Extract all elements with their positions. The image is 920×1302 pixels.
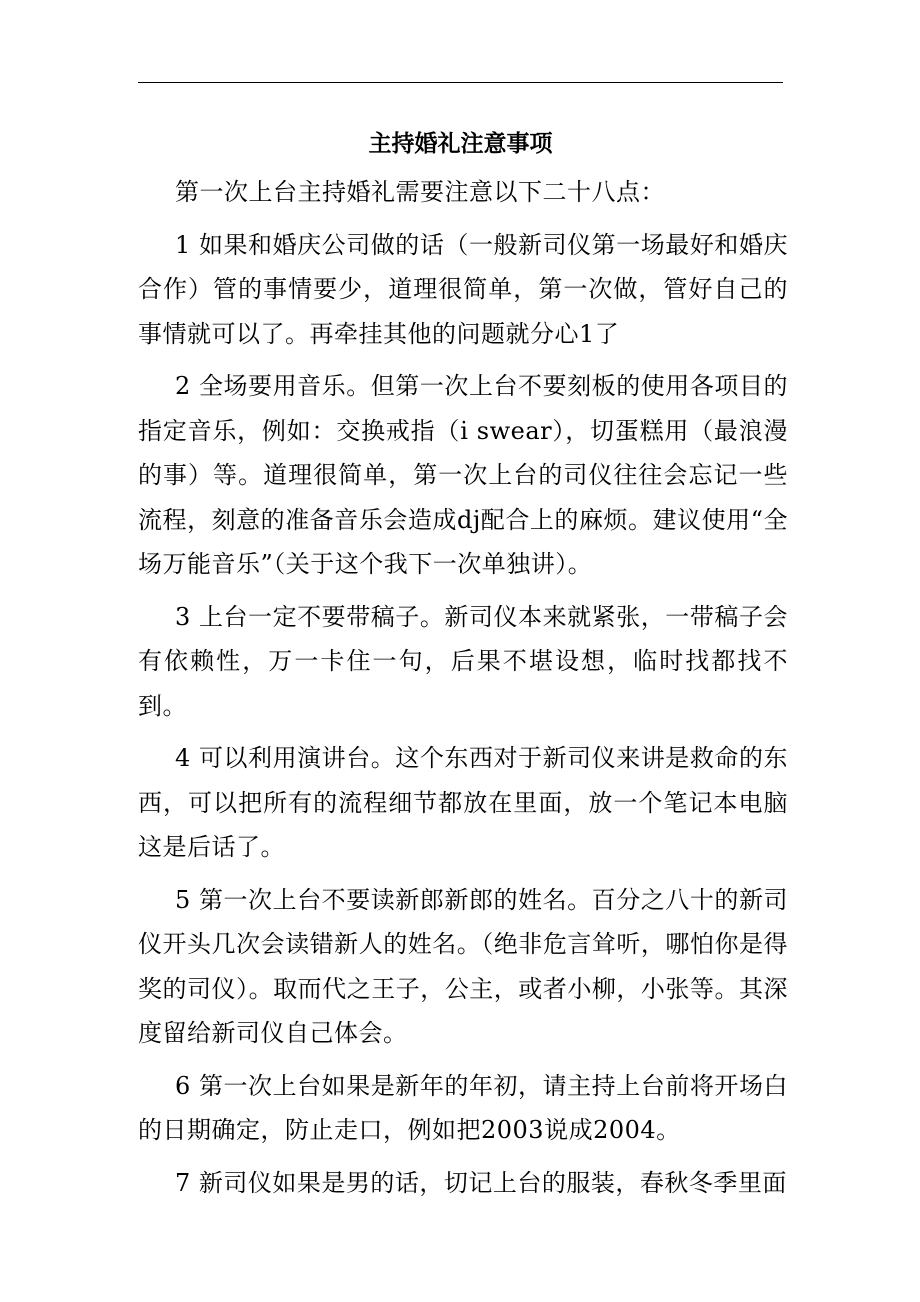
header-rule <box>138 82 783 83</box>
item-paragraph-7: 7 新司仪如果是男的话，切记上台的服装，春秋冬季里面 <box>175 1168 787 1197</box>
item-paragraph-1: 1 如果和婚庆公司做的话（一般新司仪第一场最好和婚庆合作）管的事情要少，道理很简单，第一次做，管好自己的事情就可以了。再牵挂其他的问题就分心1了 <box>138 230 788 348</box>
item-paragraph-3: 3 上台一定不要带稿子。新司仪本来就紧张，一带稿子会有依赖性，万一卡住一句，后果不堪设想，临时找都找不到。 <box>138 602 788 720</box>
intro-paragraph: 第一次上台主持婚礼需要注意以下二十八点： <box>175 178 665 206</box>
item-paragraph-2: 2 全场要用音乐。但第一次上台不要刻板的使用各项目的指定音乐，例如：交换戒指（i swear），切蛋糕用（最浪漫的事）等。道理很简单，第一次上台的司仪往往会忘记一些流程，刻意的准备音乐会造成dj配合上的麻烦。建议使用“全场万能音乐”（关于这个我下一次单独讲）。 <box>138 372 788 578</box>
item-paragraph-4: 4 可以利用演讲台。这个东西对于新司仪来讲是救命的东西，可以把所有的流程细节都放在里面，放一个笔记本电脑这是后话了。 <box>138 744 788 861</box>
item-paragraph-6: 6 第一次上台如果是新年的年初，请主持上台前将开场白的日期确定，防止走口，例如把2003说成2004。 <box>138 1071 788 1144</box>
document-title: 主持婚礼注意事项 <box>368 130 553 157</box>
item-paragraph-5: 5 第一次上台不要读新郎新郎的姓名。百分之八十的新司仪开头几次会读错新人的姓名。（绝非危言耸听，哪怕你是得奖的司仪）。取而代之王子，公主，或者小柳，小张等。其深度留给新司仪自己体会。 <box>138 885 788 1047</box>
document-body <box>138 170 788 1213</box>
